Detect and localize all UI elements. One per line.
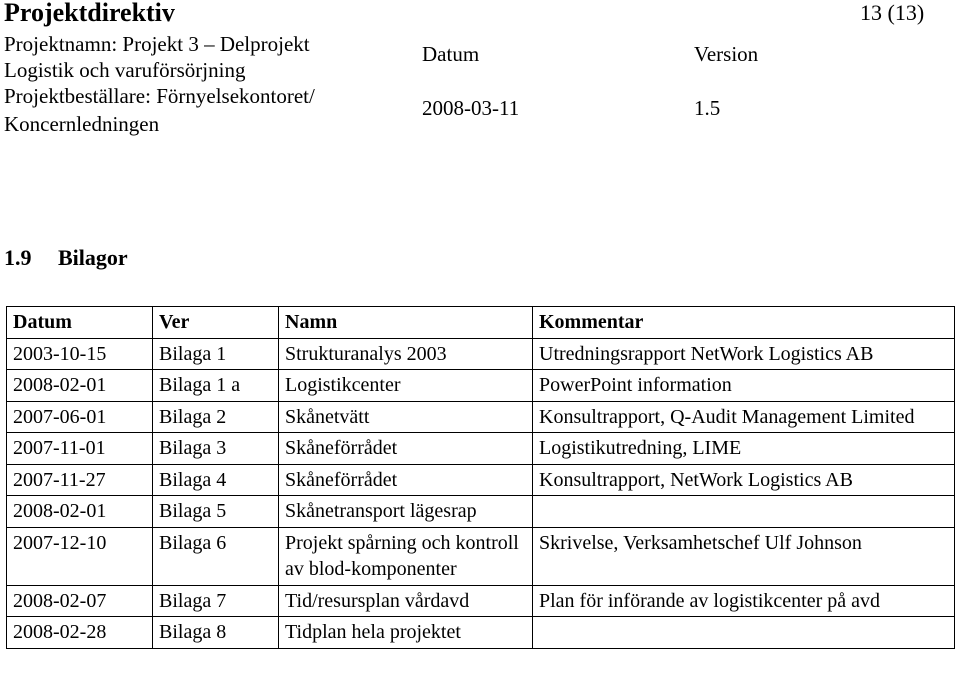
table-row — [7, 433, 955, 465]
cell-comment: Utredningsrapport NetWork Logistics AB — [533, 338, 955, 370]
project-name-line-2: Logistik och varuförsörjning — [4, 58, 246, 82]
table-row — [7, 585, 955, 617]
cell-version: Bilaga 7 — [153, 585, 279, 617]
version-value: 1.5 — [694, 96, 721, 120]
column-header-date: Datum — [7, 307, 153, 339]
table-row — [7, 527, 955, 585]
cell-name: Skånetvätt — [279, 401, 533, 433]
section-title: Bilagor — [58, 245, 128, 270]
column-header-name: Namn — [279, 307, 533, 339]
cell-version: Bilaga 2 — [153, 401, 279, 433]
table-row — [7, 401, 955, 433]
cell-version: Bilaga 3 — [153, 433, 279, 465]
cell-version: Bilaga 1 — [153, 338, 279, 370]
cell-comment: Plan för införande av logistikcenter på avd — [533, 585, 955, 617]
cell-date: 2008-02-28 — [7, 617, 153, 649]
cell-version: Bilaga 4 — [153, 464, 279, 496]
page-number: 13 (13) — [860, 0, 925, 25]
cell-name: Logistikcenter — [279, 370, 533, 402]
document-title: Projektdirektiv — [4, 0, 175, 27]
cell-version: Bilaga 1 a — [153, 370, 279, 402]
project-owner-line-1: Projektbeställare: Förnyelsekontoret/ — [4, 84, 315, 108]
column-header-version: Ver — [153, 307, 279, 339]
cell-comment: PowerPoint information — [533, 370, 955, 402]
cell-comment: Skrivelse, Verksamhetschef Ulf Johnson — [533, 527, 955, 585]
cell-version: Bilaga 8 — [153, 617, 279, 649]
cell-name: Projekt spårning och kontroll av blod-komponenter — [279, 527, 533, 585]
table-row — [7, 464, 955, 496]
cell-date: 2007-11-27 — [7, 464, 153, 496]
project-name-line-1: Projektnamn: Projekt 3 – Delprojekt — [4, 32, 310, 56]
cell-date: 2007-11-01 — [7, 433, 153, 465]
project-owner-line-2: Koncernledningen — [4, 112, 160, 136]
cell-comment: Konsultrapport, NetWork Logistics AB — [533, 464, 955, 496]
cell-date: 2008-02-07 — [7, 585, 153, 617]
cell-date: 2008-02-01 — [7, 370, 153, 402]
cell-name: Tid/resursplan vårdavd — [279, 585, 533, 617]
cell-name: Tidplan hela projektet — [279, 617, 533, 649]
cell-name: Skåneförrådet — [279, 433, 533, 465]
cell-comment — [533, 496, 955, 528]
attachments-table — [6, 306, 955, 649]
section-heading — [4, 244, 128, 272]
cell-comment — [533, 617, 955, 649]
cell-version: Bilaga 6 — [153, 527, 279, 585]
table-row — [7, 617, 955, 649]
cell-date: 2008-02-01 — [7, 496, 153, 528]
date-value: 2008-03-11 — [422, 96, 520, 120]
cell-version: Bilaga 5 — [153, 496, 279, 528]
cell-comment: Logistikutredning, LIME — [533, 433, 955, 465]
cell-name: Skåneförrådet — [279, 464, 533, 496]
table-row — [7, 496, 955, 528]
cell-comment: Konsultrapport, Q-Audit Management Limited — [533, 401, 955, 433]
section-number: 1.9 — [4, 245, 32, 270]
table-header-row — [7, 307, 955, 339]
date-label: Datum — [422, 42, 480, 66]
column-header-comment: Kommentar — [533, 307, 955, 339]
table-row — [7, 338, 955, 370]
table-row — [7, 370, 955, 402]
cell-name: Strukturanalys 2003 — [279, 338, 533, 370]
cell-date: 2003-10-15 — [7, 338, 153, 370]
version-label: Version — [694, 42, 759, 66]
cell-name: Skånetransport lägesrap — [279, 496, 533, 528]
cell-date: 2007-12-10 — [7, 527, 153, 585]
cell-date: 2007-06-01 — [7, 401, 153, 433]
